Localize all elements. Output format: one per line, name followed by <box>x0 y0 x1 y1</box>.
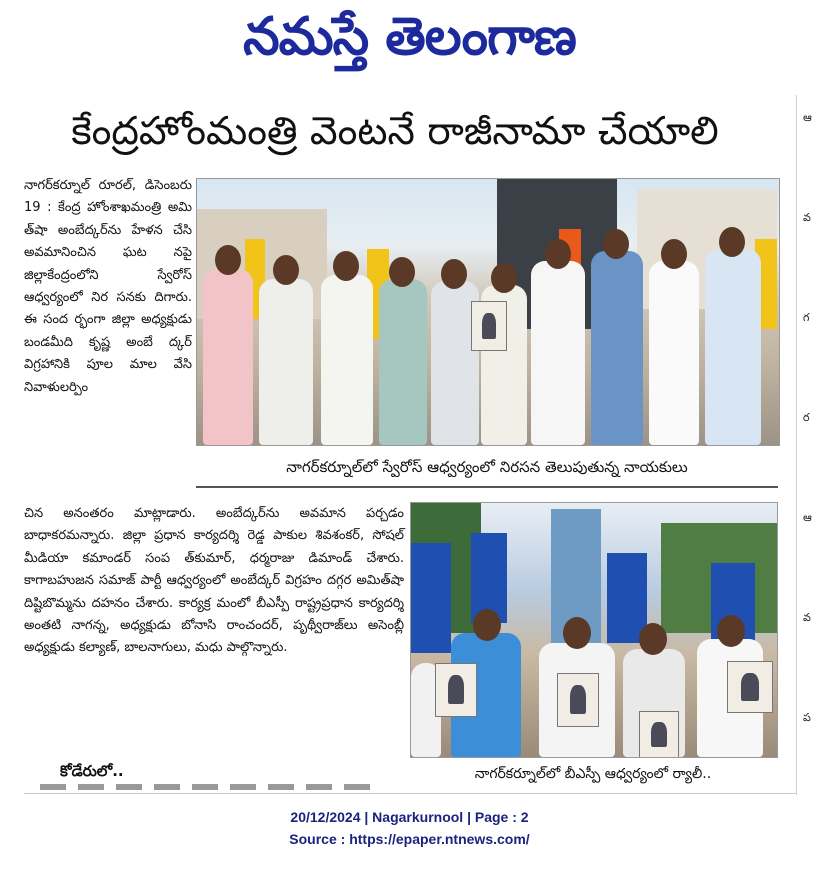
photo-caption: నాగర్‌కర్నూల్‌లో బీఎస్పీ ఆధ్వర్యంలో ర్యాలీ.. <box>474 766 712 782</box>
edge-letter: ర <box>803 411 810 424</box>
photo-caption: నాగర్‌కర్నూల్‌లో స్వేరోస్ ఆధ్వర్యంలో నిరసన తెలుపుతున్న నాయకులు <box>196 448 778 488</box>
source-footer <box>0 806 819 850</box>
adjacent-column-edge <box>803 110 817 810</box>
edge-letter: వ <box>803 211 811 224</box>
headline: కేంద్రహోంమంత్రి వెంటనే రాజీనామా చేయాలి <box>71 109 719 154</box>
article-paragraph: నాగర్‌కర్నూల్ రూరల్, డిసెంబరు 19 : కేంద్ర హోంశాఖమంత్రి అమి త్‌షా అంబేద్కర్‌ను హేళన చేసి అవమానించిన ఘట నపై జిల్లాకేంద్రంలోని స్వేరోస్ ఆధ్వర్యంలో నిర సనకు దిగారు. ఈ సంద ర్భంగా జిల్లా అధ్యక్షుడు బండమీది కృష్ణ అంబే ద్కర్ విగ్రహానికి పూల మాల వేసి నివాళులర్పిం <box>24 178 192 395</box>
edge-letter: ప <box>803 711 811 724</box>
edge-letter: ఆ <box>803 511 812 524</box>
edge-letter: ఆ <box>803 111 812 124</box>
source-url: Source : https://epaper.ntnews.com/ <box>289 831 530 847</box>
article-paragraph: చిన అనంతరం మాట్లాడారు. అంబేద్కర్‌ను అవమాన పర్చడం బాధాకరమన్నారు. జిల్లా ప్రధాన కార్యదర్శి రెడ్డ పాకుల శివశంకర్, సోషల్ మీడియా కమాండర్ సంప త్‌కుమార్, ధర్మరాజు డిమాండ్ చేశారు. కాగాబహుజన సమాజ్ పార్టీ ఆధ్వర్యంలో అంబేద్కర్ విగ్రహం దగ్గర అమిత్‌షా దిష్టిబొమ్మను దహనం చేశారు. కార్యక్ర మంలో బీఎస్పీ రాష్ట్రప్రధాన కార్యదర్శి అంతటి నాగన్న, అధ్యక్షుడు బోనాసి రాంచందర్, పృథ్వీరాజ్‌లు అసెంబ్లీ అధ్యక్షుడు కల్యాణ్, బాలనాగులు, మధు పాల్గొన్నారు. <box>24 506 404 656</box>
article-body-wide <box>24 503 404 660</box>
rally-photo <box>410 502 778 758</box>
protest-photo <box>196 178 780 446</box>
article-body-narrow <box>24 175 192 399</box>
footer-divider <box>24 793 796 794</box>
edge-letter: వ <box>803 611 811 624</box>
column-rule <box>796 95 797 795</box>
masthead-logo: నమస్తే తెలంగాణ <box>243 7 576 67</box>
edge-letter: గ <box>803 311 810 324</box>
cut-off-text-line <box>40 784 380 790</box>
subheading: కోడేరులో.. <box>60 762 124 780</box>
date-edition-page: 20/12/2024 | Nagarkurnool | Page : 2 <box>290 809 529 825</box>
